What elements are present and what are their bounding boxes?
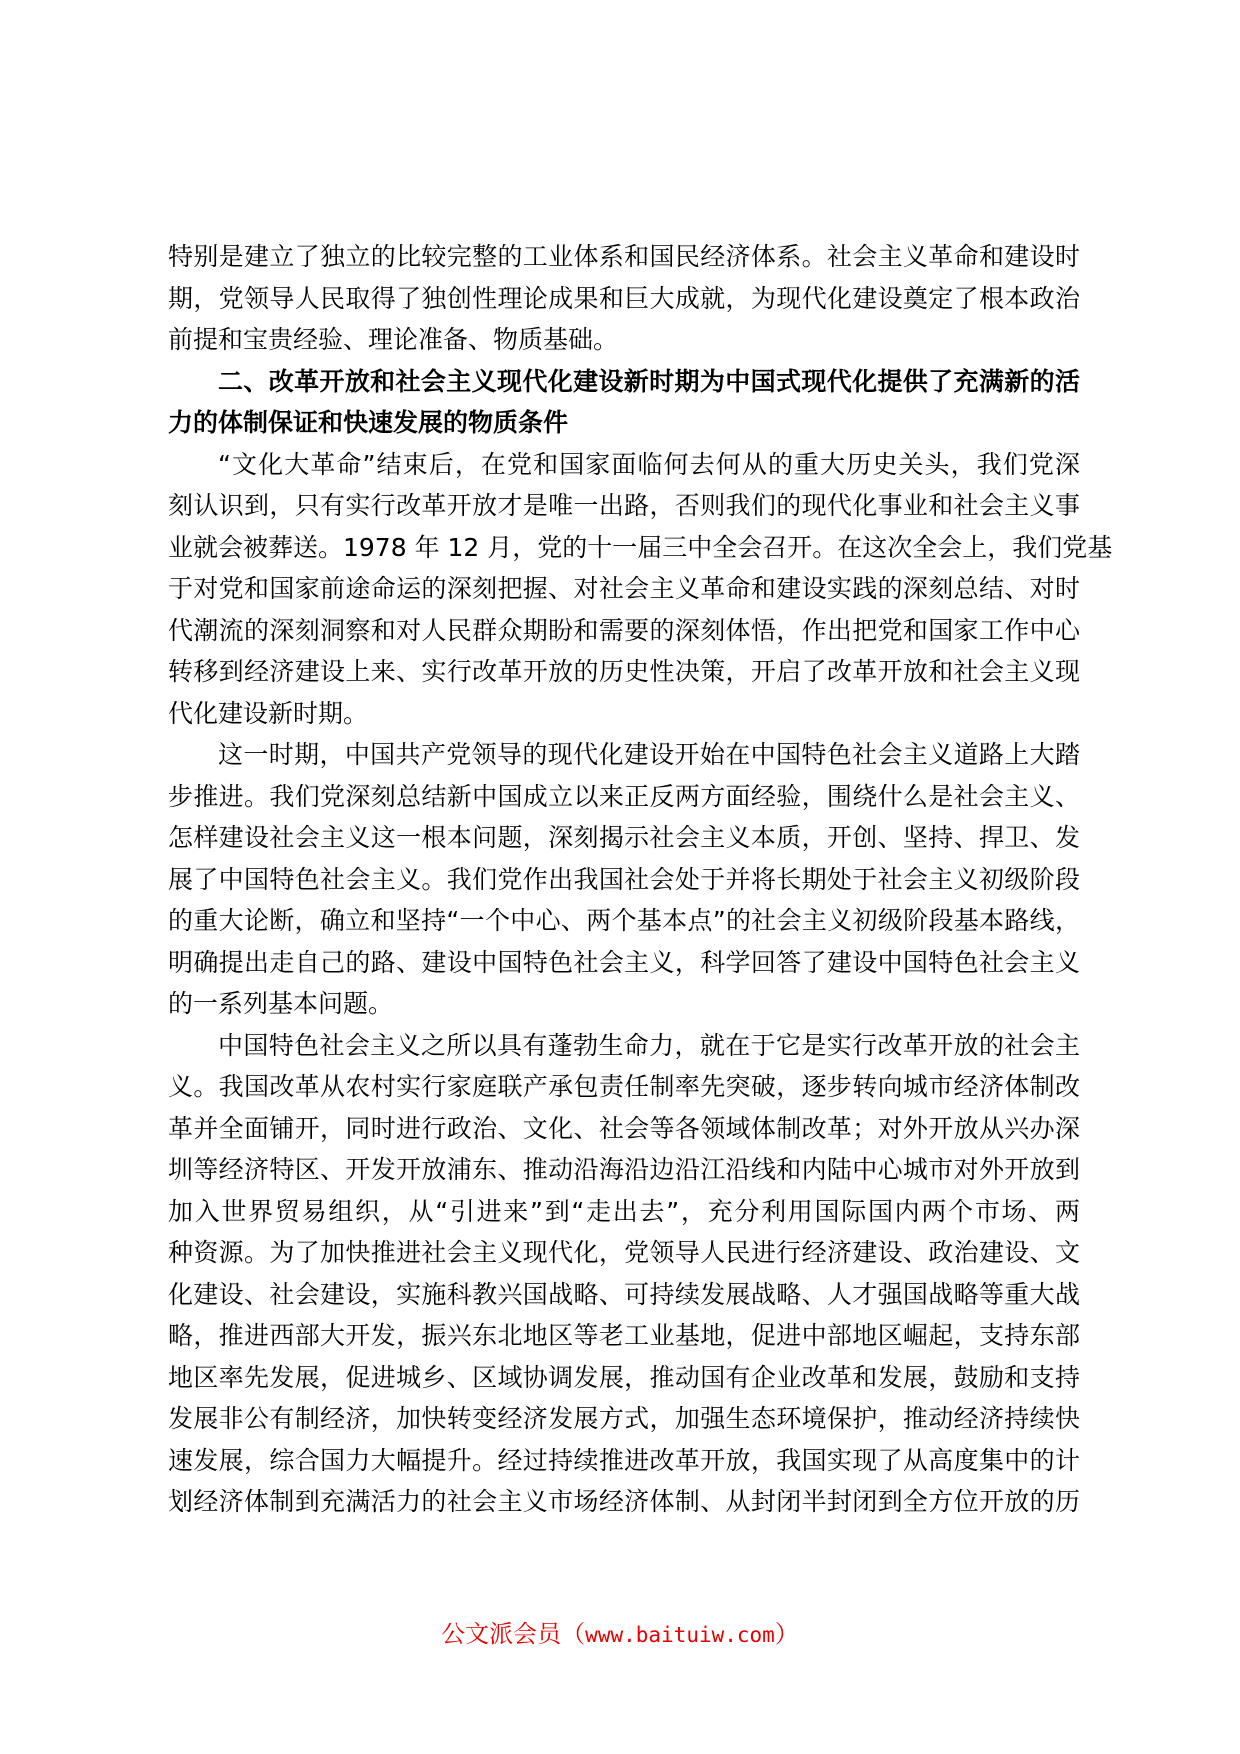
text-line: 的一系列基本问题。 — [168, 989, 394, 1018]
text-line: “文化大革命”结束后，在党和国家面临何去何从的重大历史关头，我们党深 — [218, 449, 1080, 479]
text-line: 代潮流的深刻洞察和对人民群众期盼和需要的深刻体悟，作出把党和国家工作中心 — [168, 615, 1080, 645]
text-line: 化建设、社会建设，实施科教兴国战略、可持续发展战略、人才强国战略等重大战 — [168, 1279, 1080, 1309]
section-heading — [168, 361, 1080, 444]
text-line: 前提和宝贵经验、理论准备、物质基础。 — [168, 325, 619, 354]
paragraph — [168, 444, 1113, 735]
text-line: 转移到经济建设上来、实行改革开放的历史性决策，开启了改革开放和社会主义现 — [168, 657, 1080, 686]
text-line: 期，党领导人民取得了独创性理论成果和巨大成就，为现代化建设奠定了根本政治 — [168, 283, 1080, 313]
text-line: 展了中国特色社会主义。我们党作出我国社会处于并将长期处于社会主义初级阶段 — [168, 864, 1080, 894]
text-line: 这一时期，中国共产党领导的现代化建设开始在中国特色社会主义道路上大踏 — [218, 740, 1080, 769]
text-line: 代化建设新时期。 — [168, 698, 369, 728]
text-line: 特别是建立了独立的比较完整的工业体系和国民经济体系。社会主义革命和建设时 — [168, 242, 1080, 271]
text-line: 速发展，综合国力大幅提升。经过持续推进改革开放，我国实现了从高度集中的计 — [168, 1445, 1080, 1475]
text-line: 地区率先发展，促进城乡、区域协调发展，推动国有企业改革和发展，鼓励和支持 — [168, 1362, 1080, 1392]
text-line: 刻认识到，只有实行改革开放才是唯一出路，否则我们的现代化事业和社会主义事 — [168, 491, 1080, 520]
text-line: 圳等经济特区、开发开放浦东、推动沿海沿边沿江沿线和内陆中心城市对外开放到 — [168, 1155, 1080, 1184]
text-line: 加入世界贸易组织，从“引进来”到“走出去”，充分利用国际国内两个市场、两 — [168, 1196, 1080, 1226]
paragraph — [168, 1025, 1080, 1523]
text-line: 于对党和国家前途命运的深刻把握、对社会主义革命和建设实践的深刻总结、对时 — [168, 574, 1080, 603]
footer-label: 公文派会员（ — [441, 1620, 586, 1648]
footer-url[interactable]: www.baituiw.com — [585, 1623, 775, 1647]
text-line: 业就会被葬送。1978 年 12 月，党的十一届三中全会召开。在这次全会上，我们党基 — [168, 532, 1113, 562]
text-line: 明确提出走自己的路、建设中国特色社会主义，科学回答了建设中国特色社会主义 — [168, 947, 1080, 977]
text-line: 中国特色社会主义之所以具有蓬勃生命力，就在于它是实行改革开放的社会主 — [218, 1030, 1080, 1060]
paragraph-continuation — [168, 236, 1080, 361]
text-line: 的重大论断，确立和坚持“一个中心、两个基本点”的社会主义初级阶段基本路线， — [168, 906, 1080, 935]
text-line: 发展非公有制经济，加快转变经济发展方式，加强生态环境保护，推动经济持续快 — [168, 1404, 1080, 1433]
text-line: 略，推进西部大开发，振兴东北地区等老工业基地，促进中部地区崛起，支持东部 — [168, 1321, 1080, 1350]
text-line: 步推进。我们党深刻总结新中国成立以来正反两方面经验，围绕什么是社会主义、 — [168, 781, 1080, 811]
paragraph — [168, 734, 1080, 1025]
text-line: 怎样建设社会主义这一根本问题，深刻揭示社会主义本质，开创、坚持、捍卫、发 — [168, 823, 1080, 852]
footer-watermark — [0, 1614, 1240, 1649]
text-line: 革并全面铺开，同时进行政治、文化、社会等各领域体制改革；对外开放从兴办深 — [168, 1113, 1080, 1143]
heading-line: 二、改革开放和社会主义现代化建设新时期为中国式现代化提供了充满新的活 — [218, 366, 1080, 396]
text-line: 划经济体制到充满活力的社会主义市场经济体制、从封闭半封闭到全方位开放的历 — [168, 1487, 1080, 1516]
document-body — [168, 236, 1113, 1523]
heading-line: 力的体制保证和快速发展的物质条件 — [168, 408, 569, 437]
footer-close: ） — [774, 1620, 799, 1648]
text-line: 义。我国改革从农村实行家庭联产承包责任制率先突破，逐步转向城市经济体制改 — [168, 1072, 1080, 1101]
text-line: 种资源。为了加快推进社会主义现代化，党领导人民进行经济建设、政治建设、文 — [168, 1238, 1080, 1267]
